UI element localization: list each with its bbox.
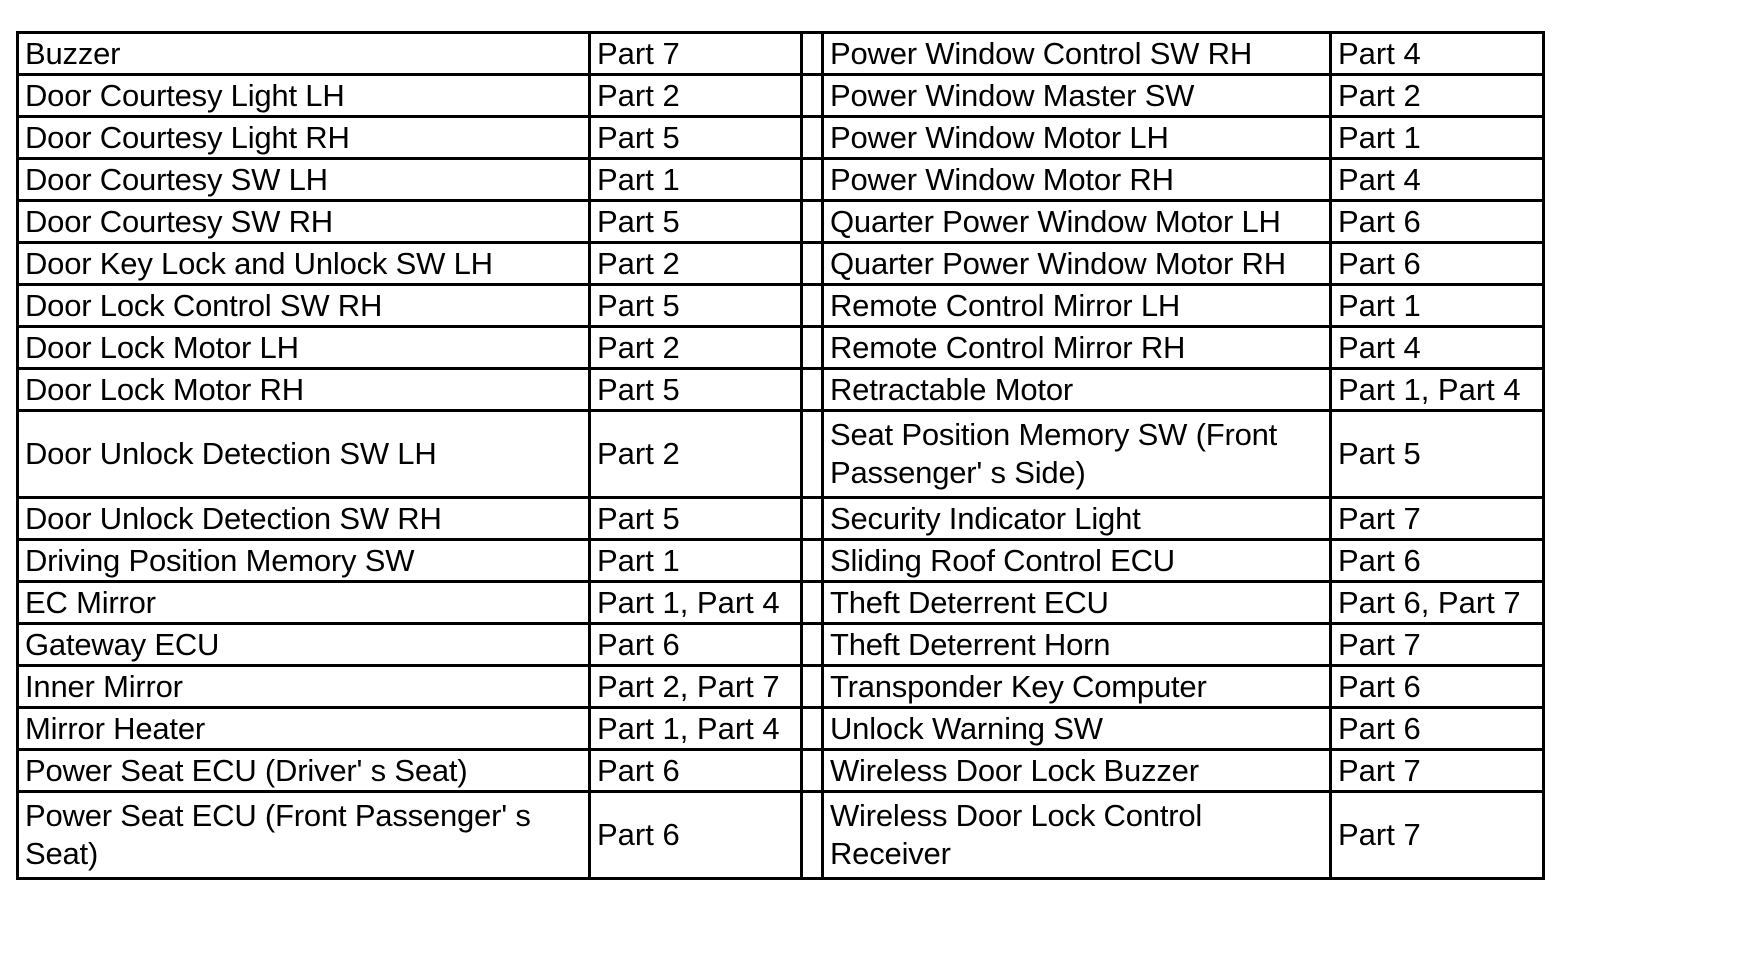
right-component-name: Quarter Power Window Motor RH bbox=[823, 243, 1331, 285]
right-part-reference: Part 7 bbox=[1331, 498, 1544, 540]
right-component-name: Seat Position Memory SW (Front Passenger' s Side) bbox=[823, 411, 1331, 498]
column-divider bbox=[802, 243, 823, 285]
table-row bbox=[18, 201, 1544, 243]
table-row bbox=[18, 540, 1544, 582]
table-row bbox=[18, 498, 1544, 540]
column-divider bbox=[802, 582, 823, 624]
left-component-name: Mirror Heater bbox=[18, 708, 590, 750]
left-part-reference: Part 6 bbox=[590, 792, 802, 879]
left-component-name: EC Mirror bbox=[18, 582, 590, 624]
right-part-reference: Part 6 bbox=[1331, 201, 1544, 243]
right-part-reference: Part 6, Part 7 bbox=[1331, 582, 1544, 624]
column-divider bbox=[802, 159, 823, 201]
left-component-name: Inner Mirror bbox=[18, 666, 590, 708]
right-component-name: Unlock Warning SW bbox=[823, 708, 1331, 750]
right-component-name: Theft Deterrent ECU bbox=[823, 582, 1331, 624]
left-part-reference: Part 7 bbox=[590, 33, 802, 75]
table-row bbox=[18, 159, 1544, 201]
right-part-reference: Part 4 bbox=[1331, 159, 1544, 201]
table-row bbox=[18, 75, 1544, 117]
column-divider bbox=[802, 624, 823, 666]
left-part-reference: Part 5 bbox=[590, 201, 802, 243]
table-row bbox=[18, 33, 1544, 75]
right-part-reference: Part 4 bbox=[1331, 33, 1544, 75]
right-part-reference: Part 6 bbox=[1331, 666, 1544, 708]
left-component-name: Door Courtesy SW RH bbox=[18, 201, 590, 243]
right-part-reference: Part 1, Part 4 bbox=[1331, 369, 1544, 411]
table-row bbox=[18, 582, 1544, 624]
right-component-name: Security Indicator Light bbox=[823, 498, 1331, 540]
left-part-reference: Part 1, Part 4 bbox=[590, 708, 802, 750]
table-row bbox=[18, 792, 1544, 879]
left-part-reference: Part 1, Part 4 bbox=[590, 582, 802, 624]
column-divider bbox=[802, 285, 823, 327]
right-component-name: Sliding Roof Control ECU bbox=[823, 540, 1331, 582]
table-row bbox=[18, 666, 1544, 708]
column-divider bbox=[802, 498, 823, 540]
left-part-reference: Part 2, Part 7 bbox=[590, 666, 802, 708]
left-part-reference: Part 1 bbox=[590, 159, 802, 201]
table-row bbox=[18, 285, 1544, 327]
right-component-name: Theft Deterrent Horn bbox=[823, 624, 1331, 666]
right-component-name: Remote Control Mirror RH bbox=[823, 327, 1331, 369]
left-component-name: Door Courtesy SW LH bbox=[18, 159, 590, 201]
right-component-name: Wireless Door Lock Control Receiver bbox=[823, 792, 1331, 879]
right-part-reference: Part 5 bbox=[1331, 411, 1544, 498]
left-component-name: Door Unlock Detection SW RH bbox=[18, 498, 590, 540]
column-divider bbox=[802, 411, 823, 498]
right-component-name: Wireless Door Lock Buzzer bbox=[823, 750, 1331, 792]
left-part-reference: Part 6 bbox=[590, 624, 802, 666]
left-part-reference: Part 2 bbox=[590, 75, 802, 117]
column-divider bbox=[802, 369, 823, 411]
table-row bbox=[18, 624, 1544, 666]
left-component-name: Driving Position Memory SW bbox=[18, 540, 590, 582]
right-part-reference: Part 7 bbox=[1331, 624, 1544, 666]
left-component-name: Door Unlock Detection SW LH bbox=[18, 411, 590, 498]
right-component-name: Quarter Power Window Motor LH bbox=[823, 201, 1331, 243]
right-component-name: Remote Control Mirror LH bbox=[823, 285, 1331, 327]
table-body bbox=[18, 33, 1544, 879]
column-divider bbox=[802, 33, 823, 75]
left-component-name: Power Seat ECU (Front Passenger' s Seat) bbox=[18, 792, 590, 879]
column-divider bbox=[802, 117, 823, 159]
left-part-reference: Part 2 bbox=[590, 411, 802, 498]
column-divider bbox=[802, 201, 823, 243]
table-row bbox=[18, 243, 1544, 285]
left-component-name: Door Lock Control SW RH bbox=[18, 285, 590, 327]
left-part-reference: Part 6 bbox=[590, 750, 802, 792]
left-part-reference: Part 5 bbox=[590, 498, 802, 540]
right-component-name: Retractable Motor bbox=[823, 369, 1331, 411]
right-component-name: Power Window Motor RH bbox=[823, 159, 1331, 201]
column-divider bbox=[802, 327, 823, 369]
right-component-name: Power Window Control SW RH bbox=[823, 33, 1331, 75]
right-part-reference: Part 1 bbox=[1331, 285, 1544, 327]
column-divider bbox=[802, 540, 823, 582]
left-part-reference: Part 2 bbox=[590, 327, 802, 369]
left-part-reference: Part 1 bbox=[590, 540, 802, 582]
right-component-name: Power Window Motor LH bbox=[823, 117, 1331, 159]
left-part-reference: Part 5 bbox=[590, 369, 802, 411]
left-component-name: Door Key Lock and Unlock SW LH bbox=[18, 243, 590, 285]
left-component-name: Door Lock Motor LH bbox=[18, 327, 590, 369]
right-part-reference: Part 6 bbox=[1331, 708, 1544, 750]
right-component-name: Transponder Key Computer bbox=[823, 666, 1331, 708]
right-part-reference: Part 2 bbox=[1331, 75, 1544, 117]
right-component-name: Power Window Master SW bbox=[823, 75, 1331, 117]
parts-index-table-container bbox=[16, 31, 1545, 880]
column-divider bbox=[802, 792, 823, 879]
parts-index-table bbox=[16, 31, 1545, 880]
right-part-reference: Part 6 bbox=[1331, 540, 1544, 582]
right-part-reference: Part 7 bbox=[1331, 750, 1544, 792]
right-part-reference: Part 4 bbox=[1331, 327, 1544, 369]
table-row bbox=[18, 750, 1544, 792]
left-component-name: Gateway ECU bbox=[18, 624, 590, 666]
left-component-name: Buzzer bbox=[18, 33, 590, 75]
left-component-name: Door Courtesy Light RH bbox=[18, 117, 590, 159]
left-part-reference: Part 2 bbox=[590, 243, 802, 285]
table-row bbox=[18, 327, 1544, 369]
table-row bbox=[18, 117, 1544, 159]
table-row bbox=[18, 708, 1544, 750]
left-component-name: Door Courtesy Light LH bbox=[18, 75, 590, 117]
column-divider bbox=[802, 708, 823, 750]
column-divider bbox=[802, 666, 823, 708]
left-component-name: Door Lock Motor RH bbox=[18, 369, 590, 411]
left-part-reference: Part 5 bbox=[590, 117, 802, 159]
right-part-reference: Part 6 bbox=[1331, 243, 1544, 285]
table-row bbox=[18, 369, 1544, 411]
left-component-name: Power Seat ECU (Driver' s Seat) bbox=[18, 750, 590, 792]
right-part-reference: Part 7 bbox=[1331, 792, 1544, 879]
column-divider bbox=[802, 75, 823, 117]
right-part-reference: Part 1 bbox=[1331, 117, 1544, 159]
table-row bbox=[18, 411, 1544, 498]
column-divider bbox=[802, 750, 823, 792]
left-part-reference: Part 5 bbox=[590, 285, 802, 327]
